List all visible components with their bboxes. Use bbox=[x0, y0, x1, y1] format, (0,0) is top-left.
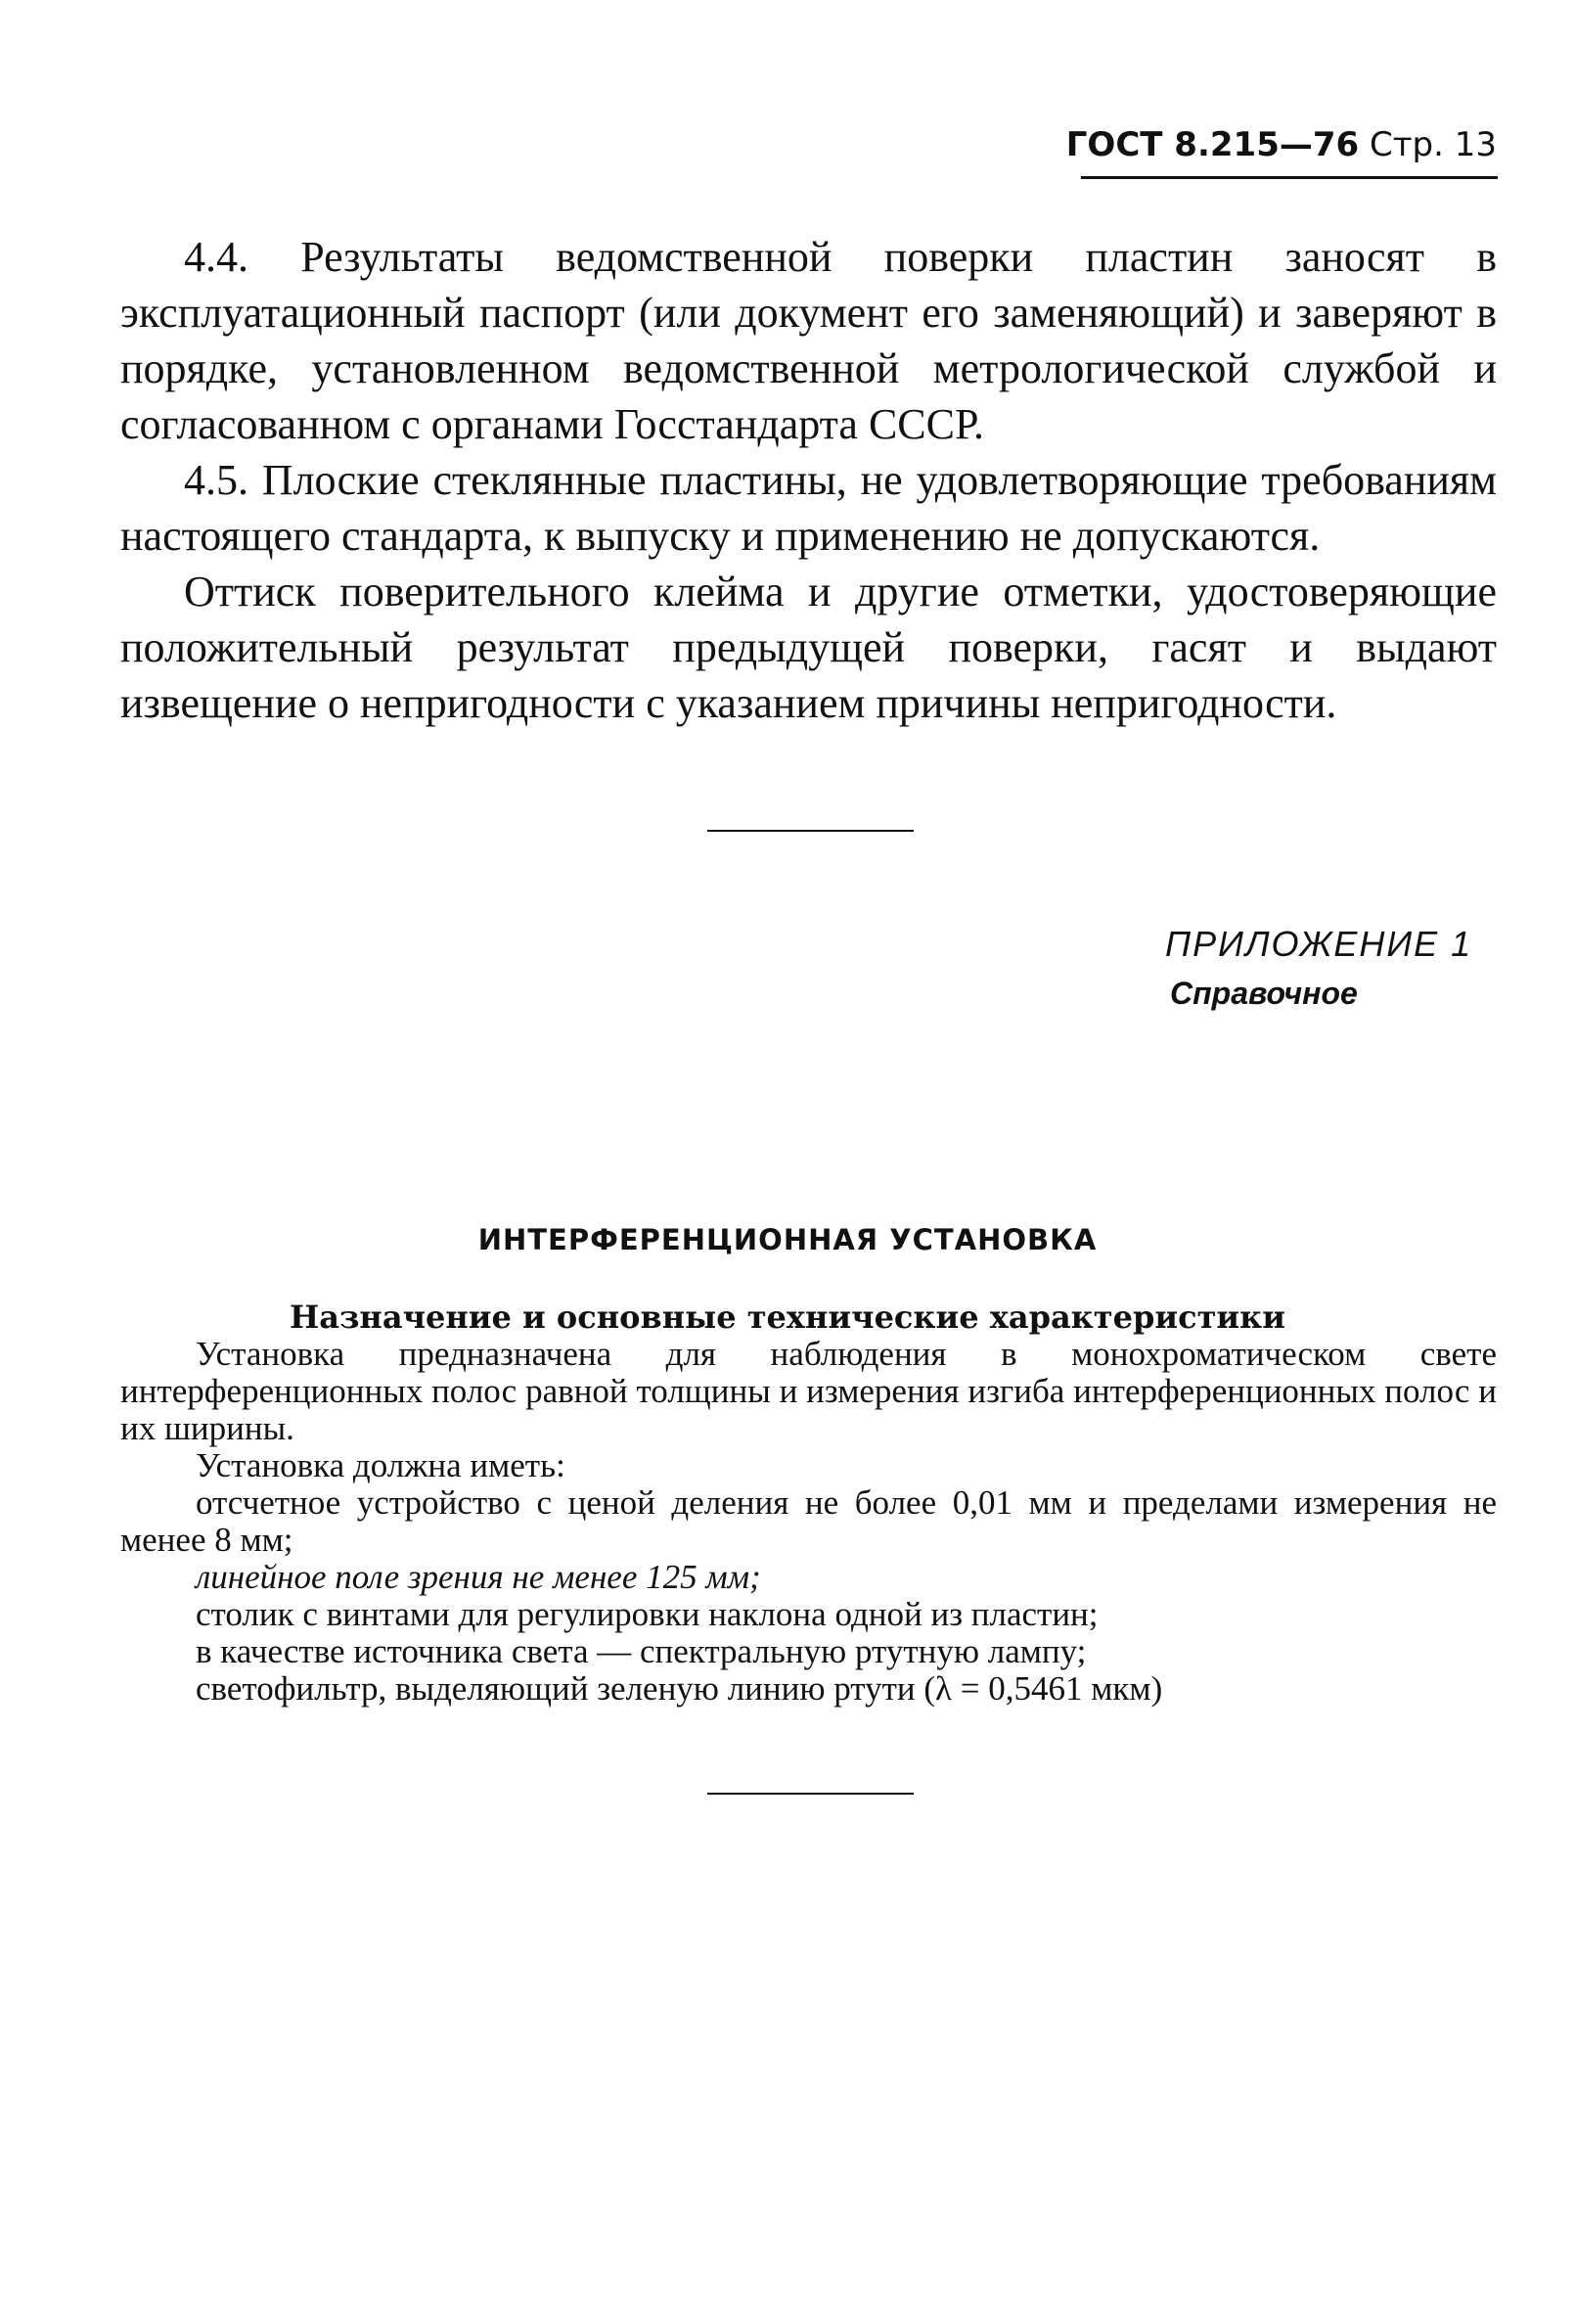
page-number: Стр. 13 bbox=[1369, 125, 1497, 164]
section-title: ИНТЕРФЕРЕНЦИОННАЯ УСТАНОВКА bbox=[477, 1223, 1098, 1256]
appendix-item: отсчетное устройство с ценой деления не более 0,01 мм и пределами измерения не менее 8 мм; bbox=[120, 1483, 1497, 1559]
main-text bbox=[120, 229, 1497, 731]
paragraph-4-5: 4.5. Плоские стеклянные пластины, не удовлетворяющие требованиям настоящего стандарта, к выпуску и применению не допускаются. bbox=[120, 456, 1497, 560]
subsection-title: Назначение и основные технические характеристики bbox=[290, 1299, 1285, 1336]
separator-rule bbox=[707, 1793, 914, 1795]
appendix-item: Установка предназначена для наблюдения в монохроматическом свете интерференционных полос равной толщины и измерения изгиба интерференционных полос и их ширины. bbox=[120, 1335, 1497, 1447]
paragraph-stamp: Оттиск поверительного клейма и другие отметки, удостоверяющие положительный результат предыдущей поверки, гасят и выдают извещение о непригодности с указанием причины непригодности. bbox=[120, 568, 1497, 727]
appendix-text bbox=[120, 1336, 1497, 1708]
appendix-type: Справочное bbox=[1170, 976, 1358, 1011]
appendix-item: в качестве источника света — спектральную ртутную лампу; bbox=[196, 1632, 1087, 1670]
standard-number: ГОСТ 8.215—76 bbox=[1065, 125, 1360, 164]
separator-rule bbox=[707, 830, 914, 832]
paragraph-4-4: 4.4. Результаты ведомственной поверки пластин заносят в эксплуатационный паспорт (или документ его заменяющий) и заверяют в порядке, установленном ведомственной метрологической службой и согласованном с органами Госстандарта СССР. bbox=[120, 233, 1497, 448]
appendix-item: Установка должна иметь: bbox=[196, 1446, 565, 1484]
running-header bbox=[1066, 125, 1497, 164]
appendix-item: столик с винтами для регулировки наклона одной из пластин; bbox=[196, 1595, 1099, 1633]
appendix-label: ПРИЛОЖЕНИЕ 1 bbox=[1165, 924, 1473, 964]
appendix-label-block bbox=[1165, 920, 1503, 1018]
header-rule bbox=[1081, 176, 1498, 179]
appendix-item: линейное поле зрения не менее 125 мм; bbox=[196, 1558, 761, 1596]
appendix-item: светофильтр, выделяющий зеленую линию ртути (λ = 0,5461 мкм) bbox=[196, 1669, 1163, 1708]
